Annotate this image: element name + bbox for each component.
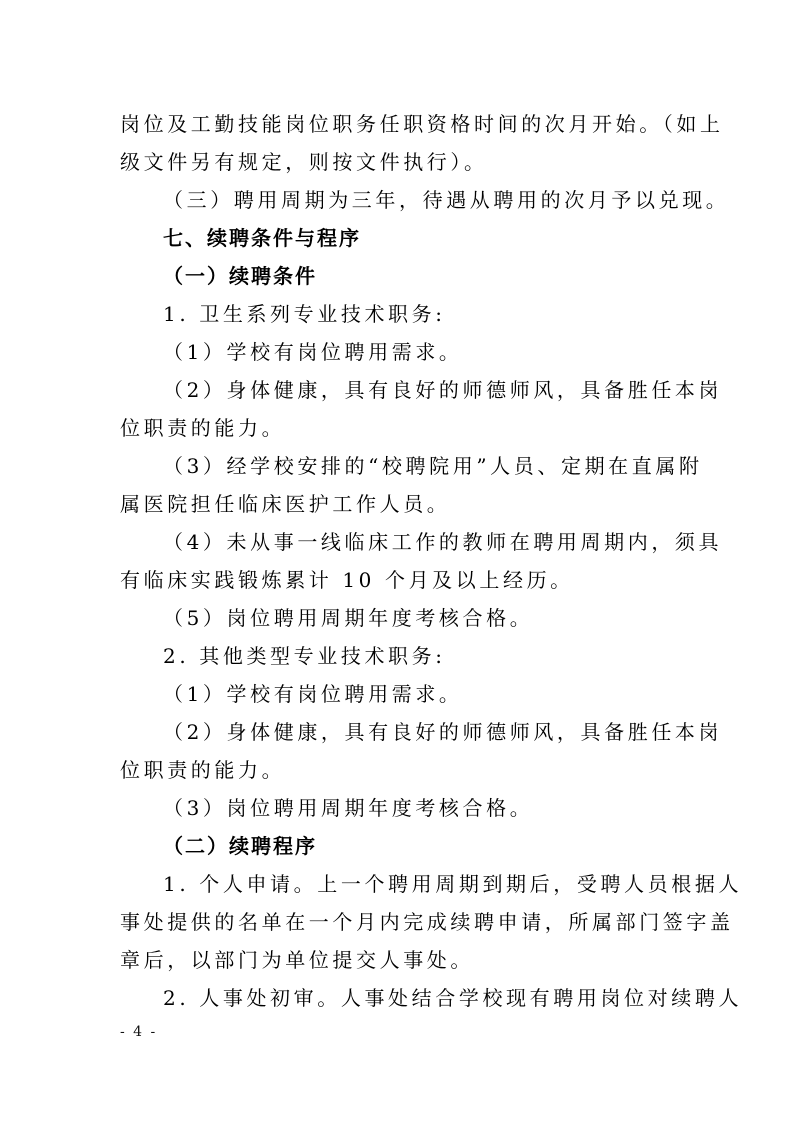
section-heading: 七、续聘条件与程序 (163, 226, 361, 250)
paragraph-line: 属医院担任临床医护工作人员。 (120, 492, 451, 516)
paragraph-line: 级文件另有规定，则按文件执行）。 (120, 150, 488, 174)
paragraph-line: （2）身体健康，具有良好的师德师风，具备胜任本岗 (163, 720, 723, 744)
paragraph-line: 有临床实践锻炼累计 10 个月及以上经历。 (120, 568, 574, 592)
subsection-heading: （一）续聘条件 (163, 264, 317, 288)
paragraph-line: （三）聘用周期为三年，待遇从聘用的次月予以兑现。 (163, 188, 730, 212)
paragraph-line: （3）岗位聘用周期年度考核合格。 (163, 796, 534, 820)
paragraph-line: 事处提供的名单在一个月内完成续聘申请，所属部门签字盖 (120, 910, 734, 934)
paragraph-line: 1. 个人申请。上一个聘用周期到期后，受聘人员根据人 (163, 872, 743, 896)
paragraph-line: （3）经学校安排的“校聘院用”人员、定期在直属附 (163, 454, 703, 478)
paragraph-line: （2）身体健康，具有良好的师德师风，具备胜任本岗 (163, 378, 723, 402)
paragraph-line: （1）学校有岗位聘用需求。 (163, 682, 463, 706)
paragraph-line: （1）学校有岗位聘用需求。 (163, 340, 463, 364)
paragraph-line: 章后，以部门为单位提交人事处。 (120, 948, 474, 972)
paragraph-line: 2. 人事处初审。人事处结合学校现有聘用岗位对续聘人 (163, 986, 743, 1010)
subsection-heading: （二）续聘程序 (163, 834, 317, 858)
paragraph-line: 位职责的能力。 (120, 416, 286, 440)
paragraph-line: 岗位及工勤技能岗位职务任职资格时间的次月开始。（如上 (120, 112, 724, 136)
page-number: - 4 - (120, 1024, 158, 1040)
paragraph-line: 1. 卫生系列专业技术职务: (163, 302, 446, 326)
paragraph-line: 位职责的能力。 (120, 758, 286, 782)
paragraph-line: 2. 其他类型专业技术职务: (163, 644, 446, 668)
paragraph-line: （5）岗位聘用周期年度考核合格。 (163, 606, 534, 630)
paragraph-line: （4）未从事一线临床工作的教师在聘用周期内，须具 (163, 530, 723, 554)
